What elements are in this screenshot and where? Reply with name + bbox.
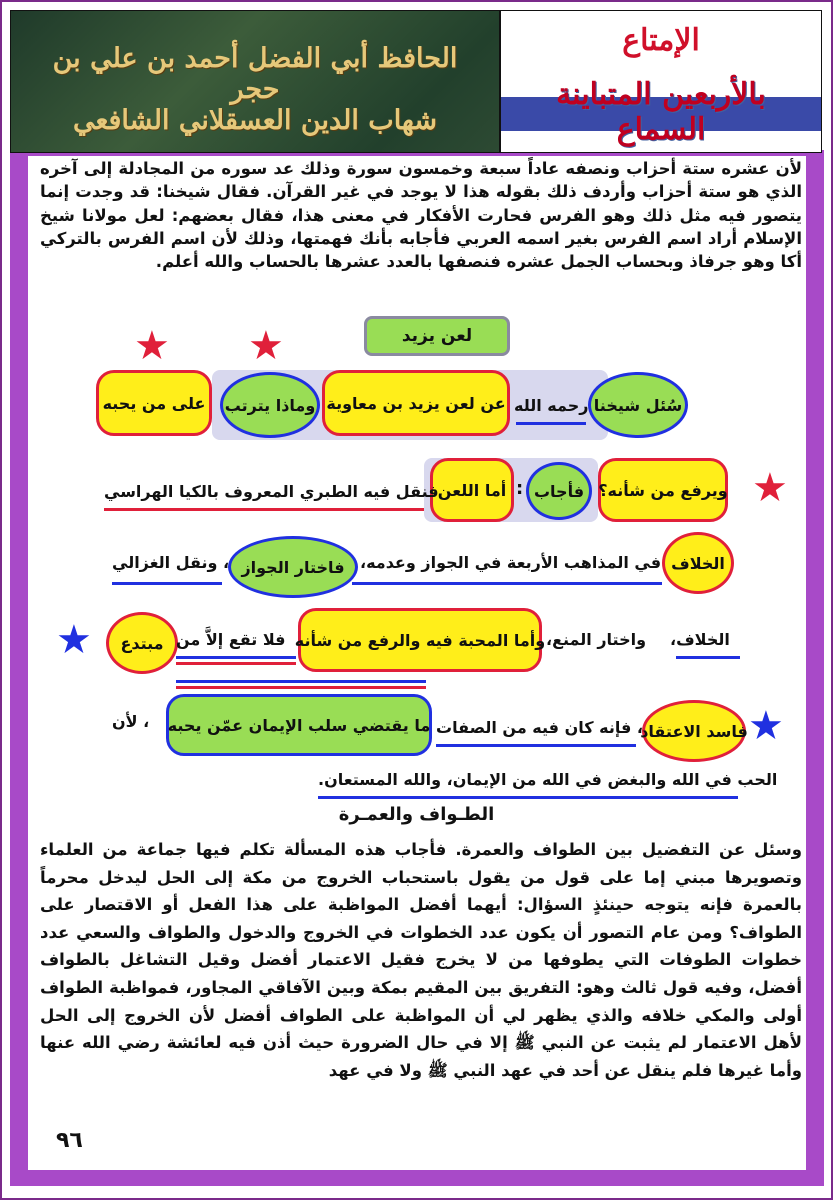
pill-text: ويرفع من شأنه؟ (598, 480, 728, 500)
pill-as-for-cursing (430, 458, 514, 522)
text-attributes: ، فإنه كان فيه من الصفات (436, 718, 643, 737)
underline-blue (112, 582, 222, 585)
text-chose-prohibition: واختار المنع، (546, 630, 647, 649)
pill-on-whom-loves (96, 370, 212, 436)
section-title: لعن يزيد (401, 326, 473, 346)
oval-disagreement (662, 532, 734, 594)
oval-shaykh-asked (588, 372, 688, 438)
text-four-schools: في المذاهب الأربعة في الجواز وعدمه، (360, 553, 662, 572)
purple-border-bottom (10, 1170, 824, 1186)
colon: : (516, 478, 524, 499)
bottom-paragraph: وسئل عن التفضيل بين الطواف والعمرة. فأجاب هذه المسألة تكلم فيها جماعة من العلماء وتصويرها مبني إما على قول من يقول باستحباب الخروج من مكة إلى الحل ليدخل محرماً بالعمرة فإنه يتوجه حينئذٍ السؤال: أيهما أفضل المواظبة على هذا الفعل أو الاقتصار على الطواف؟ ومن عام التصور أن يكون عدد الخطوات في الخروج والدخول والطواف والسعي عدد خطوات الطوفات التي يطوفها من لا يخرج فقيل الاعتمار أفضل وقيل التشاغل بالطواف أفضل، وفيه قول ثالث وهو: التفريق بين المقيم بمكة وبين الآفاقي المجاور، فمواظبة الطواف أولى والمكي خلافه والذي يظهر لي أن المواظبة على الطواف أفضل لأن الخروج إلى الحل لأهل الاعتمار لم يثبت عن النبي ﷺ إلا في حال الضرورة حيث أذن فيه لعائشة رضي الله عنها وأما غيرها فلم ينقل عن أحد في عهد النبي ﷺ ولا في عهد (40, 840, 802, 1080)
oval-chose-permissibility (228, 536, 358, 598)
pill-text: عن لعن يزيد بن معاوية (326, 393, 506, 413)
underline-blue (318, 796, 738, 799)
pill-love-raise (294, 608, 546, 672)
pill-strips-faith (166, 694, 432, 756)
purple-border-right (806, 150, 824, 1180)
underline-red (176, 686, 426, 689)
oval-text: فاسد الاعتقاد (640, 721, 748, 741)
oval-innovator (106, 612, 178, 674)
oval-text: الخلاف (671, 553, 725, 573)
text-because: ، لأن (112, 712, 150, 731)
pill-text: أما اللعن (437, 480, 507, 500)
text-only-from: فلا تقع إلاَّ من (176, 630, 286, 649)
underline-blue (352, 582, 662, 585)
oval-text: سُئل شيخنا (593, 395, 683, 415)
pill-cursing-yazid (322, 370, 510, 436)
oval-text: فاختار الجواز (241, 557, 345, 577)
red-star-icon: ★ (248, 323, 284, 369)
page-number: ٩٦ (56, 1128, 83, 1153)
pill-text: ما يقتضي سلب الإيمان عمّن يحبه (167, 715, 431, 735)
pill-raise-status (598, 458, 728, 522)
pill-text: على من يحبه (102, 393, 206, 413)
underline (516, 422, 586, 425)
underline-blue (676, 656, 740, 659)
underline-red (104, 508, 424, 511)
top-paragraph: لأن عشره ستة أحزاب ونصفه عاداً سبعة وخمسون سورة وذلك عد سوره من المجادلة إلى آخره الذي هو ستة أحزاب وأردف ذلك بقوله هذا لا يوجد في غير القرآن. فقال شيخنا: قد وجدت إنما يتصور فيه مثل ذلك وهو الفرس فحارت الأفكار في معنى هذا، فقال بعضهم: لعل مولانا شيخ الإسلام أراد اسم الفرس بغير اسمه العربي فأجابه بأنك فهمتها، وذلك لأن اسم الفرس بالتركي أكا وهو جرفاذ وبحساب الجمل عشره فنصفها بالعدد عشرها بالحساب والله أعلم. (40, 159, 802, 272)
blue-star-icon: ★ (748, 703, 784, 749)
oval-text: فأجاب (533, 481, 585, 501)
text-love-in-allah: الحب في الله والبغض في الله من الإيمان، والله المستعان. (318, 770, 778, 789)
underline-red (176, 662, 296, 665)
oval-text: مبتدع (120, 633, 164, 653)
underline-blue (436, 744, 636, 747)
section-title-tawaf: الطـواف والعمـرة (338, 804, 495, 825)
oval-what-follows (220, 372, 320, 438)
blue-star-icon: ★ (56, 617, 92, 663)
book-title-1: الإمتاع (622, 23, 700, 58)
book-title-2: بالأربعين المتباينة السماع (556, 77, 766, 147)
oval-corrupt-belief (642, 700, 746, 762)
underline-blue (176, 680, 426, 683)
text-tabari-quote: فنقل فيه الطبري المعروف بالكيا الهراسي (104, 482, 439, 501)
pill-text: وأما المحبة فيه والرفع من شأنه (294, 630, 546, 650)
author-banner (10, 10, 500, 153)
text-rahimahullah: رحمه الله (514, 396, 589, 415)
author-line-1: الحافظ أبي الفضل أحمد بن علي بن حجر (52, 43, 458, 105)
text-disagreement: الخلاف، (670, 630, 730, 649)
author-line-2: شهاب الدين العسقلاني الشافعي (73, 105, 437, 136)
oval-text: وماذا يترتب (224, 395, 316, 415)
oval-he-answered (526, 462, 592, 520)
red-star-icon: ★ (134, 323, 170, 369)
book-title-banner (500, 10, 822, 153)
underline-blue (176, 656, 296, 659)
section-title-box (364, 316, 510, 356)
purple-border-left (10, 150, 28, 1180)
text-ghazali: ، ونقل الغزالي (112, 553, 230, 572)
red-star-icon: ★ (752, 465, 788, 511)
